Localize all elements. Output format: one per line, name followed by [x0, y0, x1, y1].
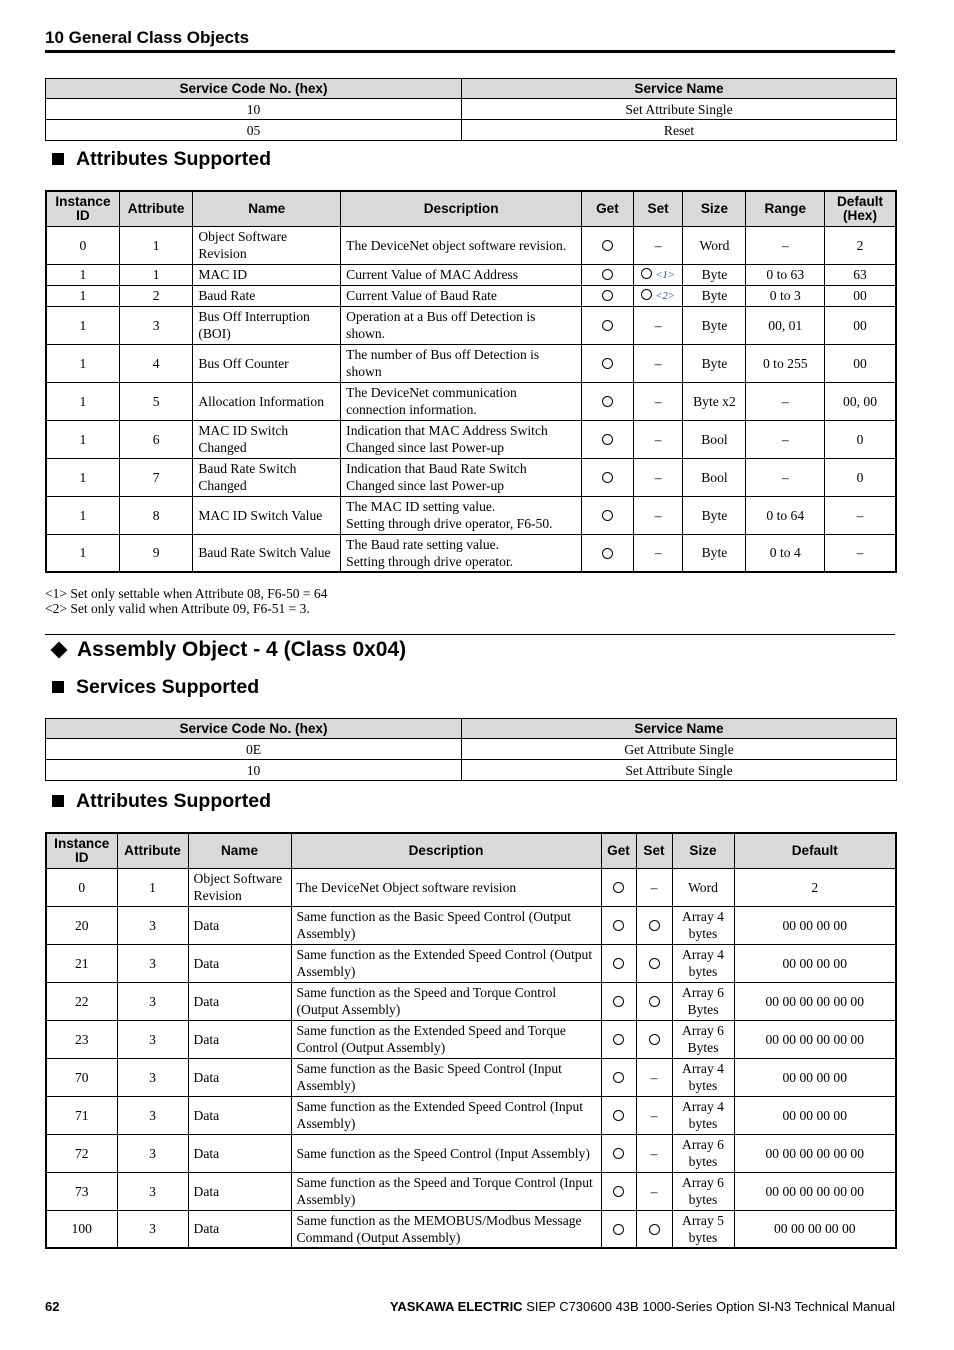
circle-mark-icon — [613, 1224, 624, 1235]
range-cell: 0 to 255 — [746, 344, 825, 382]
description-cell: Same function as the Basic Speed Control (Input Assembly) — [291, 1058, 601, 1096]
set-cell — [633, 285, 683, 306]
size-cell: Bool — [683, 458, 746, 496]
instance-cell: 70 — [46, 1058, 117, 1096]
section-divider — [45, 634, 895, 635]
column-header: Instance ID — [46, 191, 119, 226]
page-header: 10 General Class Objects — [45, 28, 895, 53]
table-row — [46, 99, 897, 120]
description-cell: Indication that Baud Rate Switch Changed since last Power-up — [341, 458, 582, 496]
service-code-cell: 05 — [46, 120, 462, 141]
table-row — [46, 496, 896, 534]
instance-cell: 1 — [46, 458, 119, 496]
instance-cell: 100 — [46, 1210, 117, 1248]
circle-mark-icon — [602, 510, 613, 521]
get-cell — [582, 534, 634, 572]
section-heading-attributes-2 — [52, 790, 271, 812]
circle-mark-icon — [641, 268, 652, 279]
default-cell: 00 — [825, 285, 896, 306]
column-header: Default — [734, 833, 896, 868]
name-cell: MAC ID Switch Changed — [193, 420, 341, 458]
section-title: Attributes Supported — [76, 148, 271, 170]
service-code-cell: 10 — [46, 760, 462, 781]
attribute-cell: 6 — [119, 420, 192, 458]
set-cell — [636, 982, 672, 1020]
set-cell: – — [633, 382, 683, 420]
heading-title: Assembly Object - 4 (Class 0x04) — [77, 638, 407, 661]
set-cell: – — [633, 420, 683, 458]
section-title: Services Supported — [76, 676, 260, 698]
set-cell: – — [636, 868, 672, 906]
circle-mark-icon — [641, 289, 652, 300]
default-cell: 0 — [825, 420, 896, 458]
get-cell — [582, 226, 634, 264]
set-cell: – — [633, 306, 683, 344]
table-row — [46, 944, 896, 982]
default-cell: 00 00 00 00 00 00 — [734, 982, 896, 1020]
get-cell — [601, 982, 636, 1020]
circle-mark-icon — [602, 548, 613, 559]
services-table-1 — [45, 78, 897, 141]
attributes-table-1 — [45, 190, 897, 573]
column-header: Description — [291, 833, 601, 868]
get-cell — [582, 382, 634, 420]
name-cell: Bus Off Interruption (BOI) — [193, 306, 341, 344]
default-cell: 2 — [825, 226, 896, 264]
circle-mark-icon — [602, 240, 613, 251]
instance-cell: 0 — [46, 226, 119, 264]
range-cell: 0 to 4 — [746, 534, 825, 572]
instance-cell: 0 — [46, 868, 117, 906]
range-cell: – — [746, 382, 825, 420]
name-cell: Bus Off Counter — [193, 344, 341, 382]
get-cell — [601, 906, 636, 944]
footnote-2: <2> Set only valid when Attribute 09, F6-51 = 3. — [45, 601, 310, 616]
instance-cell: 21 — [46, 944, 117, 982]
column-header: Description — [341, 191, 582, 226]
footnote-ref-link[interactable]: <2> — [655, 291, 675, 302]
size-cell: Array 5 bytes — [672, 1210, 734, 1248]
size-cell: Array 4 bytes — [672, 944, 734, 982]
default-cell: 2 — [734, 868, 896, 906]
size-cell: Word — [683, 226, 746, 264]
attribute-cell: 3 — [117, 1058, 188, 1096]
range-cell: – — [746, 420, 825, 458]
description-cell: Same function as the Extended Speed Control (Input Assembly) — [291, 1096, 601, 1134]
table-row — [46, 1020, 896, 1058]
circle-mark-icon — [613, 1148, 624, 1159]
service-name-cell: Reset — [462, 120, 897, 141]
circle-mark-icon — [602, 320, 613, 331]
footnote-1: <1> Set only settable when Attribute 08, F6-50 = 64 — [45, 586, 328, 601]
column-header: Attribute — [117, 833, 188, 868]
get-cell — [582, 285, 634, 306]
name-cell: Baud Rate Switch Changed — [193, 458, 341, 496]
size-cell: Byte x2 — [683, 382, 746, 420]
attribute-cell: 8 — [119, 496, 192, 534]
get-cell — [601, 1172, 636, 1210]
instance-cell: 1 — [46, 534, 119, 572]
description-cell: Current Value of Baud Rate — [341, 285, 582, 306]
default-cell: 00 — [825, 306, 896, 344]
set-cell: – — [636, 1172, 672, 1210]
get-cell — [601, 1210, 636, 1248]
attribute-cell: 3 — [117, 982, 188, 1020]
description-cell: The DeviceNet communication connection information. — [341, 382, 582, 420]
footer-brand: YASKAWA ELECTRIC — [389, 1299, 523, 1314]
column-header: Default (Hex) — [825, 191, 896, 226]
square-bullet-icon — [52, 795, 64, 807]
size-cell: Array 4 bytes — [672, 906, 734, 944]
default-cell: – — [825, 534, 896, 572]
set-cell: – — [633, 534, 683, 572]
description-cell: Same function as the Basic Speed Control (Output Assembly) — [291, 906, 601, 944]
table-row — [46, 1172, 896, 1210]
default-cell: 00 00 00 00 — [734, 1058, 896, 1096]
column-header: Set — [636, 833, 672, 868]
name-cell: Data — [188, 982, 291, 1020]
instance-cell: 71 — [46, 1096, 117, 1134]
size-cell: Array 6 Bytes — [672, 982, 734, 1020]
get-cell — [601, 944, 636, 982]
set-cell — [636, 1020, 672, 1058]
circle-mark-icon — [649, 1034, 660, 1045]
table-row — [46, 285, 896, 306]
square-bullet-icon — [52, 681, 64, 693]
size-cell: Byte — [683, 306, 746, 344]
circle-mark-icon — [649, 958, 660, 969]
set-cell: – — [633, 344, 683, 382]
set-cell — [636, 944, 672, 982]
name-cell: Data — [188, 1134, 291, 1172]
circle-mark-icon — [613, 1110, 624, 1121]
footer-document-title — [390, 1299, 895, 1314]
column-header: Get — [601, 833, 636, 868]
table-row — [46, 1210, 896, 1248]
range-cell: – — [746, 226, 825, 264]
size-cell: Array 6 bytes — [672, 1134, 734, 1172]
attribute-cell: 1 — [119, 264, 192, 285]
description-cell: The number of Bus off Detection is shown — [341, 344, 582, 382]
description-cell: The DeviceNet Object software revision — [291, 868, 601, 906]
column-header: Service Name — [462, 719, 897, 739]
attribute-cell: 3 — [117, 1210, 188, 1248]
circle-mark-icon — [613, 958, 624, 969]
attribute-cell: 1 — [117, 868, 188, 906]
circle-mark-icon — [602, 269, 613, 280]
default-cell: 00 00 00 00 00 00 — [734, 1172, 896, 1210]
get-cell — [601, 1096, 636, 1134]
size-cell: Byte — [683, 285, 746, 306]
attribute-cell: 3 — [117, 1134, 188, 1172]
name-cell: Data — [188, 1096, 291, 1134]
set-cell — [636, 906, 672, 944]
services-table-2 — [45, 718, 897, 781]
get-cell — [582, 344, 634, 382]
circle-mark-icon — [613, 882, 624, 893]
attribute-cell: 3 — [119, 306, 192, 344]
column-header: Attribute — [119, 191, 192, 226]
description-cell: The MAC ID setting value. Setting through drive operator, F6-50. — [341, 496, 582, 534]
column-header: Service Code No. (hex) — [46, 79, 462, 99]
column-header: Set — [633, 191, 683, 226]
name-cell: Data — [188, 1210, 291, 1248]
attribute-cell: 3 — [117, 906, 188, 944]
attributes-table-2 — [45, 832, 897, 1249]
range-cell: – — [746, 458, 825, 496]
attribute-cell: 3 — [117, 1096, 188, 1134]
range-cell: 00, 01 — [746, 306, 825, 344]
description-cell: Current Value of MAC Address — [341, 264, 582, 285]
set-cell — [633, 264, 683, 285]
circle-mark-icon — [602, 434, 613, 445]
get-cell — [601, 868, 636, 906]
table-row — [46, 1058, 896, 1096]
column-header: Size — [683, 191, 746, 226]
description-cell: Same function as the Extended Speed and Torque Control (Output Assembly) — [291, 1020, 601, 1058]
instance-cell: 1 — [46, 496, 119, 534]
service-code-cell: 0E — [46, 739, 462, 760]
column-header: Range — [746, 191, 825, 226]
diamond-bullet-icon — [51, 642, 68, 659]
size-cell: Byte — [683, 344, 746, 382]
name-cell: Baud Rate — [193, 285, 341, 306]
default-cell: 00 — [825, 344, 896, 382]
size-cell: Byte — [683, 496, 746, 534]
section-heading-attributes-1 — [52, 148, 271, 170]
get-cell — [601, 1134, 636, 1172]
size-cell: Array 4 bytes — [672, 1096, 734, 1134]
attribute-cell: 1 — [119, 226, 192, 264]
size-cell: Word — [672, 868, 734, 906]
description-cell: Same function as the Speed and Torque Control (Output Assembly) — [291, 982, 601, 1020]
table-row — [46, 906, 896, 944]
square-bullet-icon — [52, 153, 64, 165]
set-cell: – — [636, 1058, 672, 1096]
size-cell: Array 6 bytes — [672, 1172, 734, 1210]
table-row — [46, 739, 897, 760]
name-cell: Data — [188, 1172, 291, 1210]
table-row — [46, 760, 897, 781]
description-cell: Operation at a Bus off Detection is shown. — [341, 306, 582, 344]
get-cell — [582, 264, 634, 285]
default-cell: 00 00 00 00 00 00 — [734, 1134, 896, 1172]
set-cell: – — [633, 496, 683, 534]
instance-cell: 1 — [46, 420, 119, 458]
instance-cell: 73 — [46, 1172, 117, 1210]
instance-cell: 23 — [46, 1020, 117, 1058]
column-header: Instance ID — [46, 833, 117, 868]
attribute-cell: 2 — [119, 285, 192, 306]
attribute-cell: 5 — [119, 382, 192, 420]
service-name-cell: Set Attribute Single — [462, 99, 897, 120]
column-header: Name — [188, 833, 291, 868]
instance-cell: 72 — [46, 1134, 117, 1172]
default-cell: 00 00 00 00 — [734, 1096, 896, 1134]
table-row — [46, 1134, 896, 1172]
description-cell: Same function as the MEMOBUS/Modbus Message Command (Output Assembly) — [291, 1210, 601, 1248]
set-cell: – — [633, 226, 683, 264]
name-cell: MAC ID — [193, 264, 341, 285]
table-row — [46, 982, 896, 1020]
description-cell: The Baud rate setting value. Setting through drive operator. — [341, 534, 582, 572]
table-row — [46, 344, 896, 382]
table-row — [46, 534, 896, 572]
get-cell — [601, 1058, 636, 1096]
table-row — [46, 264, 896, 285]
footnote-ref-link[interactable]: <1> — [655, 270, 675, 281]
name-cell: Baud Rate Switch Value — [193, 534, 341, 572]
circle-mark-icon — [649, 996, 660, 1007]
set-cell: – — [633, 458, 683, 496]
instance-cell: 1 — [46, 264, 119, 285]
table-row — [46, 120, 897, 141]
default-cell: 00 00 00 00 — [734, 944, 896, 982]
instance-cell: 1 — [46, 306, 119, 344]
description-cell: Same function as the Extended Speed Control (Output Assembly) — [291, 944, 601, 982]
table-row — [46, 868, 896, 906]
table-row — [46, 382, 896, 420]
service-name-cell: Set Attribute Single — [462, 760, 897, 781]
table-row — [46, 1096, 896, 1134]
default-cell: 0 — [825, 458, 896, 496]
instance-cell: 1 — [46, 382, 119, 420]
set-cell — [636, 1210, 672, 1248]
get-cell — [582, 420, 634, 458]
service-code-cell: 10 — [46, 99, 462, 120]
footer-doc: SIEP C730600 43B 1000-Series Option SI-N3 Technical Manual — [522, 1299, 895, 1314]
name-cell: Allocation Information — [193, 382, 341, 420]
get-cell — [582, 458, 634, 496]
attribute-cell: 9 — [119, 534, 192, 572]
attribute-cell: 7 — [119, 458, 192, 496]
name-cell: Data — [188, 906, 291, 944]
section-title: Attributes Supported — [76, 790, 271, 812]
default-cell: – — [825, 496, 896, 534]
get-cell — [601, 1020, 636, 1058]
circle-mark-icon — [613, 1072, 624, 1083]
default-cell: 00 00 00 00 — [734, 906, 896, 944]
get-cell — [582, 496, 634, 534]
table-row — [46, 458, 896, 496]
attribute-cell: 3 — [117, 1020, 188, 1058]
circle-mark-icon — [602, 396, 613, 407]
name-cell: Data — [188, 1058, 291, 1096]
circle-mark-icon — [613, 996, 624, 1007]
attribute-cell: 3 — [117, 944, 188, 982]
instance-cell: 20 — [46, 906, 117, 944]
name-cell: MAC ID Switch Value — [193, 496, 341, 534]
default-cell: 00, 00 — [825, 382, 896, 420]
column-header: Name — [193, 191, 341, 226]
table-row — [46, 420, 896, 458]
range-cell: 0 to 63 — [746, 264, 825, 285]
default-cell: 00 00 00 00 00 00 — [734, 1020, 896, 1058]
name-cell: Object Software Revision — [188, 868, 291, 906]
circle-mark-icon — [613, 1186, 624, 1197]
default-cell: 00 00 00 00 00 — [734, 1210, 896, 1248]
instance-cell: 1 — [46, 344, 119, 382]
circle-mark-icon — [602, 472, 613, 483]
instance-cell: 22 — [46, 982, 117, 1020]
description-cell: Same function as the Speed and Torque Control (Input Assembly) — [291, 1172, 601, 1210]
column-header: Service Name — [462, 79, 897, 99]
column-header: Service Code No. (hex) — [46, 719, 462, 739]
circle-mark-icon — [649, 1224, 660, 1235]
name-cell: Object Software Revision — [193, 226, 341, 264]
circle-mark-icon — [613, 920, 624, 931]
name-cell: Data — [188, 944, 291, 982]
size-cell: Bool — [683, 420, 746, 458]
circle-mark-icon — [649, 920, 660, 931]
name-cell: Data — [188, 1020, 291, 1058]
description-cell: Indication that MAC Address Switch Changed since last Power-up — [341, 420, 582, 458]
instance-cell: 1 — [46, 285, 119, 306]
default-cell: 63 — [825, 264, 896, 285]
size-cell: Byte — [683, 534, 746, 572]
size-cell: Array 6 Bytes — [672, 1020, 734, 1058]
table-row — [46, 306, 896, 344]
size-cell: Array 4 bytes — [672, 1058, 734, 1096]
description-cell: The DeviceNet object software revision. — [341, 226, 582, 264]
attribute-cell: 4 — [119, 344, 192, 382]
range-cell: 0 to 64 — [746, 496, 825, 534]
page-number: 62 — [45, 1299, 60, 1314]
get-cell — [582, 306, 634, 344]
column-header: Get — [582, 191, 634, 226]
section-heading-services — [52, 676, 259, 698]
service-name-cell: Get Attribute Single — [462, 739, 897, 760]
set-cell: – — [636, 1096, 672, 1134]
circle-mark-icon — [602, 358, 613, 369]
circle-mark-icon — [613, 1034, 624, 1045]
column-header: Size — [672, 833, 734, 868]
circle-mark-icon — [602, 290, 613, 301]
table-row — [46, 226, 896, 264]
range-cell: 0 to 3 — [746, 285, 825, 306]
assembly-object-heading — [50, 638, 406, 662]
attribute-cell: 3 — [117, 1172, 188, 1210]
size-cell: Byte — [683, 264, 746, 285]
description-cell: Same function as the Speed Control (Input Assembly) — [291, 1134, 601, 1172]
set-cell: – — [636, 1134, 672, 1172]
